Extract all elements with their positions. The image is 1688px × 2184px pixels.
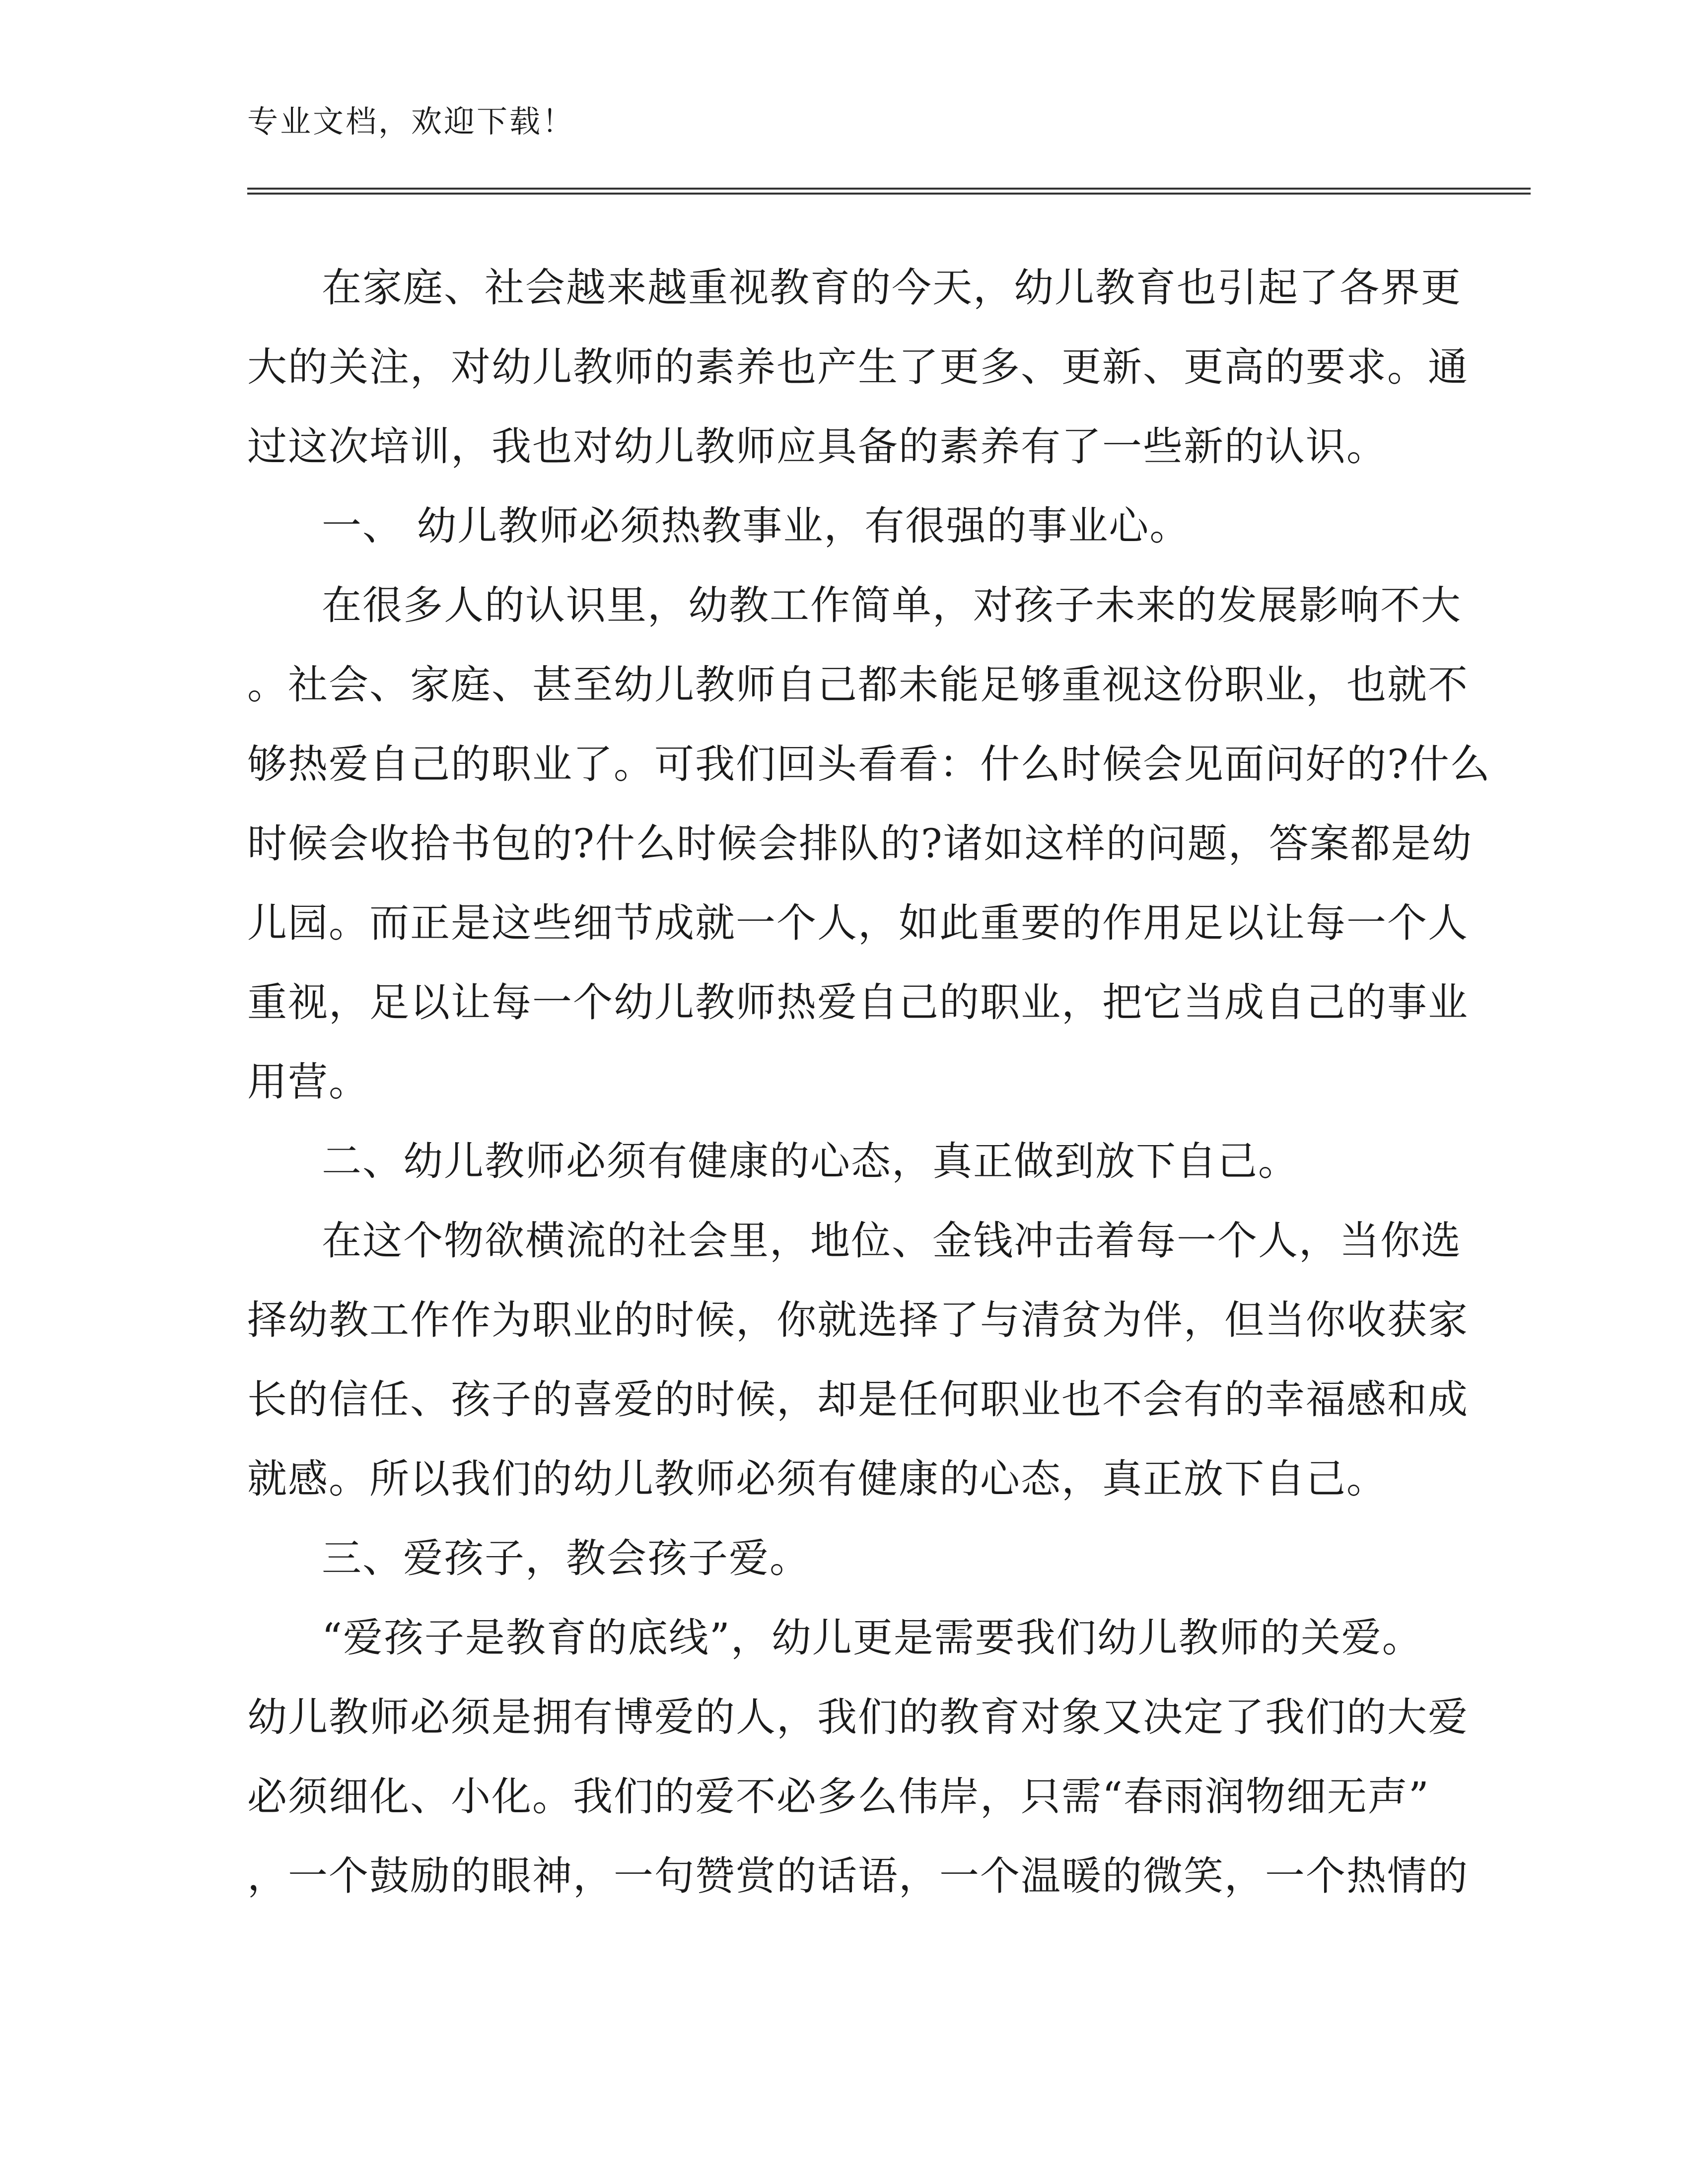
text-line: 在这个物欲横流的社会里，地位、金钱冲击着每一个人，当你选 (322, 1218, 1462, 1264)
text-line: 幼儿教师必须是拥有博爱的人，我们的教育对象又决定了我们的大爱 (247, 1694, 1469, 1740)
text-line: 重视，足以让每一个幼儿教师热爱自己的职业，把它当成自己的事业 (247, 979, 1469, 1025)
text-line: 够热爱自己的职业了。可我们回头看看：什么时候会见面问好的?什么 (247, 741, 1491, 787)
text-line: 过这次培训，我也对幼儿教师应具备的素养有了一些新的认识。 (247, 423, 1387, 470)
text-line: 在很多人的认识里，幼教工作简单，对孩子未来的发展影响不大 (322, 582, 1462, 628)
header-double-rule (247, 188, 1531, 195)
text-line: “爱孩子是教育的底线”，幼儿更是需要我们幼儿教师的关爱。 (322, 1615, 1423, 1661)
text-line: 儿园。而正是这些细节成就一个人，如此重要的作用足以让每一个人 (247, 900, 1469, 946)
text-line: 三、爱孩子，教会孩子爱。 (322, 1535, 810, 1581)
text-line: 在家庭、社会越来越重视教育的今天，幼儿教育也引起了各界更 (322, 265, 1462, 311)
text-line: 择幼教工作作为职业的时候，你就选择了与清贫为伴，但当你收获家 (247, 1297, 1469, 1343)
text-line: 一、 幼儿教师必须热教事业，有很强的事业心。 (322, 503, 1191, 549)
text-line: 用营。 (247, 1059, 369, 1105)
text-line: 就感。所以我们的幼儿教师必须有健康的心态，真正放下自己。 (247, 1456, 1387, 1502)
text-line: 。社会、家庭、甚至幼儿教师自己都未能足够重视这份职业，也就不 (247, 662, 1469, 708)
text-line: ，一个鼓励的眼神，一句赞赏的话语，一个温暖的微笑，一个热情的 (247, 1853, 1469, 1899)
text-line: 长的信任、孩子的喜爱的时候，却是任何职业也不会有的幸福感和成 (247, 1376, 1469, 1423)
text-line: 大的关注，对幼儿教师的素养也产生了更多、更新、更高的要求。通 (247, 344, 1469, 390)
text-line: 时候会收拾书包的?什么时候会排队的?诸如这样的问题，答案都是幼 (247, 820, 1473, 867)
text-line: 必须细化、小化。我们的爱不必多么伟岸，只需“春雨润物细无声” (247, 1774, 1430, 1820)
text-line: 二、幼儿教师必须有健康的心态，真正做到放下自己。 (322, 1138, 1299, 1184)
page-header: 专业文档，欢迎下载！ (247, 103, 575, 139)
